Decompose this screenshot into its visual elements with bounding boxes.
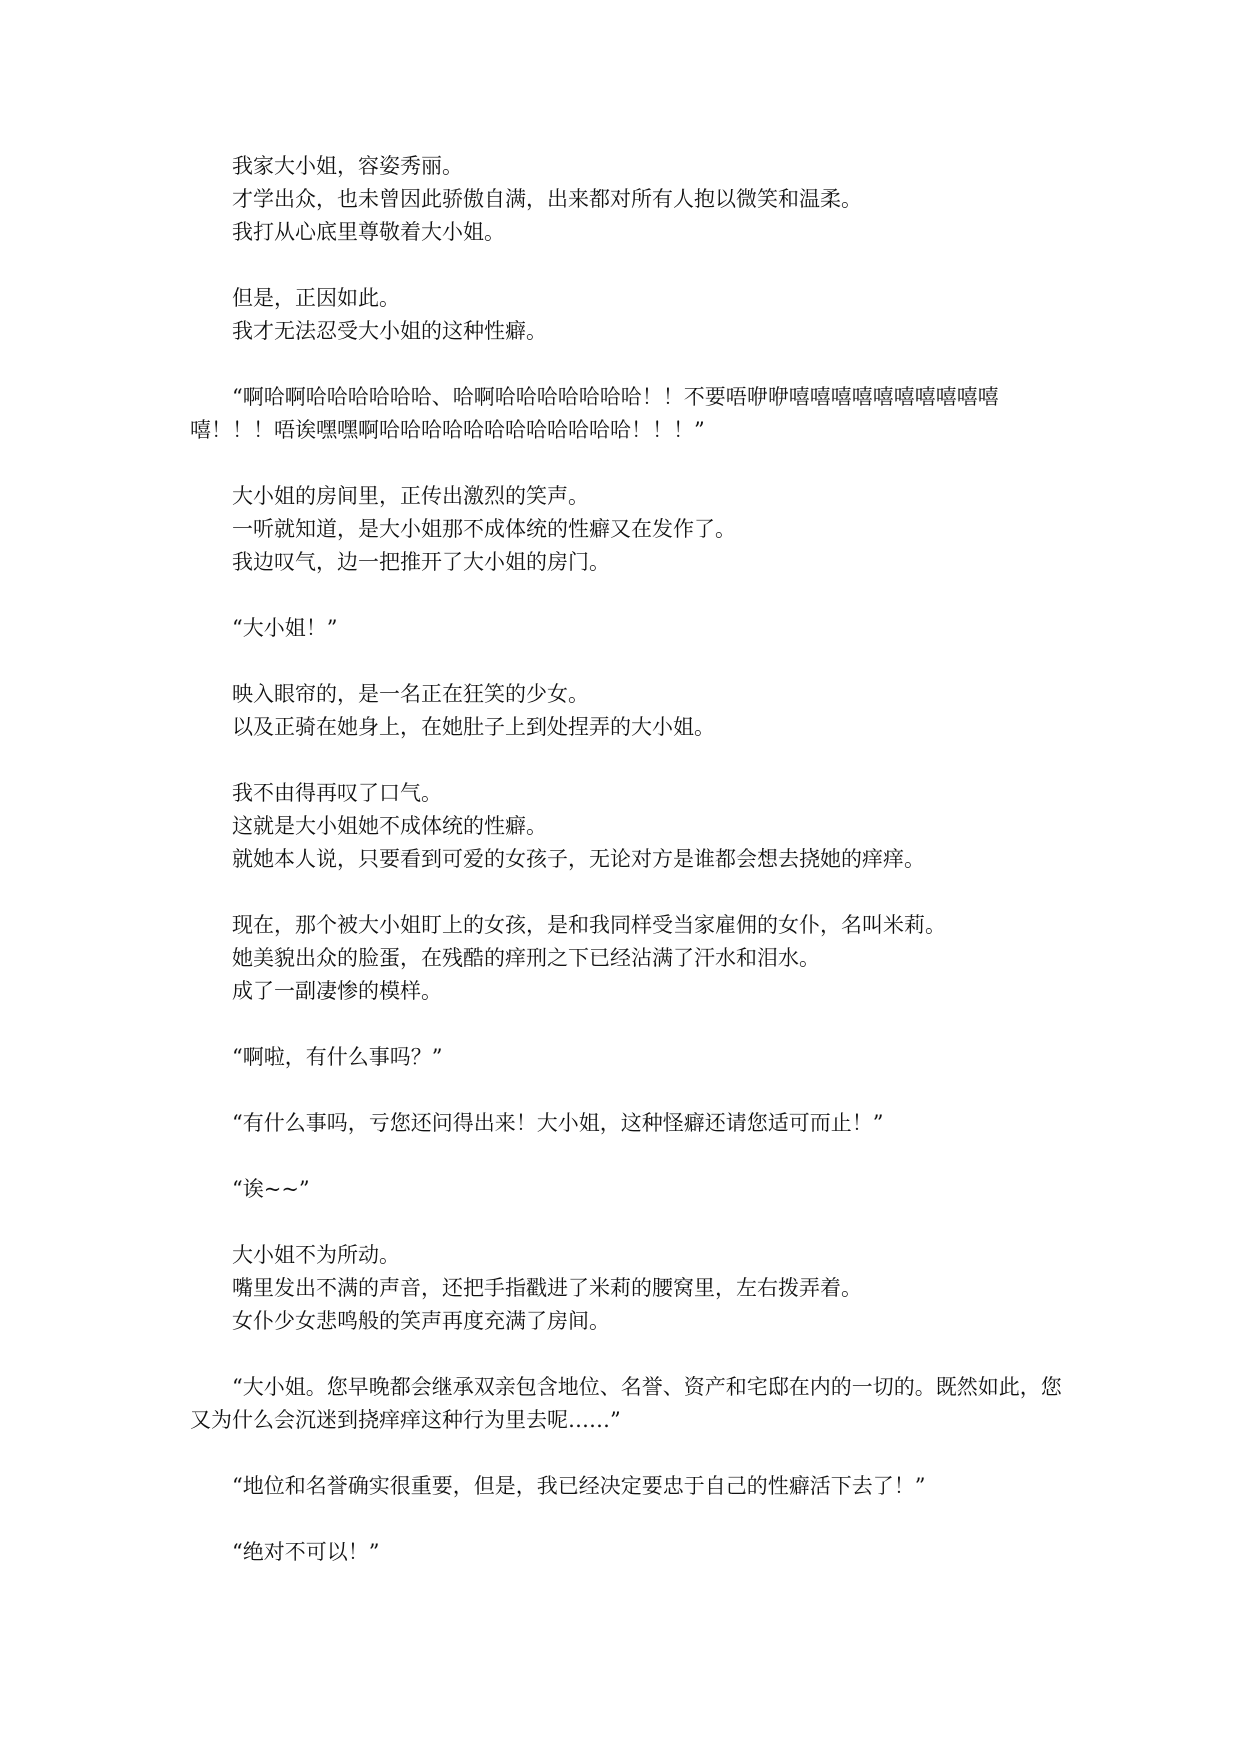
paragraph: 大小姐不为所动。	[232, 1243, 400, 1267]
paragraph: 嘴里发出不满的声音，还把手指戳进了米莉的腰窝里，左右拨弄着。	[232, 1276, 862, 1300]
paragraph-gap	[190, 1338, 1068, 1371]
document-body	[190, 150, 1068, 1569]
paragraph: “地位和名誉确实很重要，但是，我已经决定要忠于自己的性癖活下去了！”	[232, 1474, 926, 1498]
paragraph: 成了一副凄惨的模样。	[232, 979, 442, 1003]
paragraph-gap	[190, 1140, 1068, 1173]
paragraph: 我打从心底里尊敬着大小姐。	[232, 220, 505, 244]
paragraph: 女仆少女悲鸣般的笑声再度充满了房间。	[232, 1309, 610, 1333]
paragraph: 现在，那个被大小姐盯上的女孩，是和我同样受当家雇佣的女仆，名叫米莉。	[232, 913, 946, 937]
paragraph: 我边叹气，边一把推开了大小姐的房门。	[232, 550, 610, 574]
paragraph: 一听就知道，是大小姐那不成体统的性癖又在发作了。	[232, 517, 736, 541]
paragraph-gap	[190, 1008, 1068, 1041]
paragraph: 我家大小姐，容姿秀丽。	[232, 154, 463, 178]
paragraph: 她美貌出众的脸蛋，在残酷的痒刑之下已经沾满了汗水和泪水。	[232, 946, 820, 970]
paragraph: “诶~~”	[232, 1177, 310, 1201]
paragraph-gap	[190, 876, 1068, 909]
paragraph-gap	[190, 249, 1068, 282]
paragraph: 才学出众，也未曾因此骄傲自满，出来都对所有人抱以微笑和温柔。	[232, 187, 862, 211]
paragraph: “啊哈啊哈哈哈哈哈哈、哈啊哈哈哈哈哈哈哈！！不要唔咿咿嘻嘻嘻嘻嘻嘻嘻嘻嘻嘻嘻！！！唔诶嘿嘿啊哈哈哈哈哈哈哈哈哈哈哈哈！！！”	[190, 385, 999, 442]
paragraph: 就她本人说，只要看到可爱的女孩子，无论对方是谁都会想去挠她的痒痒。	[232, 847, 925, 871]
paragraph-gap	[190, 645, 1068, 678]
paragraph-gap	[190, 1437, 1068, 1470]
paragraph-gap	[190, 1074, 1068, 1107]
paragraph: “大小姐！”	[232, 616, 338, 640]
paragraph: “大小姐。您早晚都会继承双亲包含地位、名誉、资产和宅邸在内的一切的。既然如此，您又为什么会沉迷到挠痒痒这种行为里去呢……”	[190, 1375, 1062, 1432]
paragraph-gap	[190, 348, 1068, 381]
paragraph: 映入眼帘的，是一名正在狂笑的少女。	[232, 682, 589, 706]
paragraph-gap	[190, 579, 1068, 612]
paragraph: 但是，正因如此。	[232, 286, 400, 310]
paragraph: “绝对不可以！”	[232, 1540, 380, 1564]
paragraph-gap	[190, 1503, 1068, 1536]
paragraph: 这就是大小姐她不成体统的性癖。	[232, 814, 547, 838]
paragraph: “有什么事吗，亏您还问得出来！大小姐，这种怪癖还请您适可而止！”	[232, 1111, 884, 1135]
paragraph-gap	[190, 1206, 1068, 1239]
paragraph: “啊啦，有什么事吗？”	[232, 1045, 443, 1069]
paragraph-gap	[190, 744, 1068, 777]
paragraph: 大小姐的房间里，正传出激烈的笑声。	[232, 484, 589, 508]
paragraph: 我才无法忍受大小姐的这种性癖。	[232, 319, 547, 343]
paragraph: 我不由得再叹了口气。	[232, 781, 442, 805]
paragraph: 以及正骑在她身上，在她肚子上到处捏弄的大小姐。	[232, 715, 715, 739]
paragraph-gap	[190, 447, 1068, 480]
